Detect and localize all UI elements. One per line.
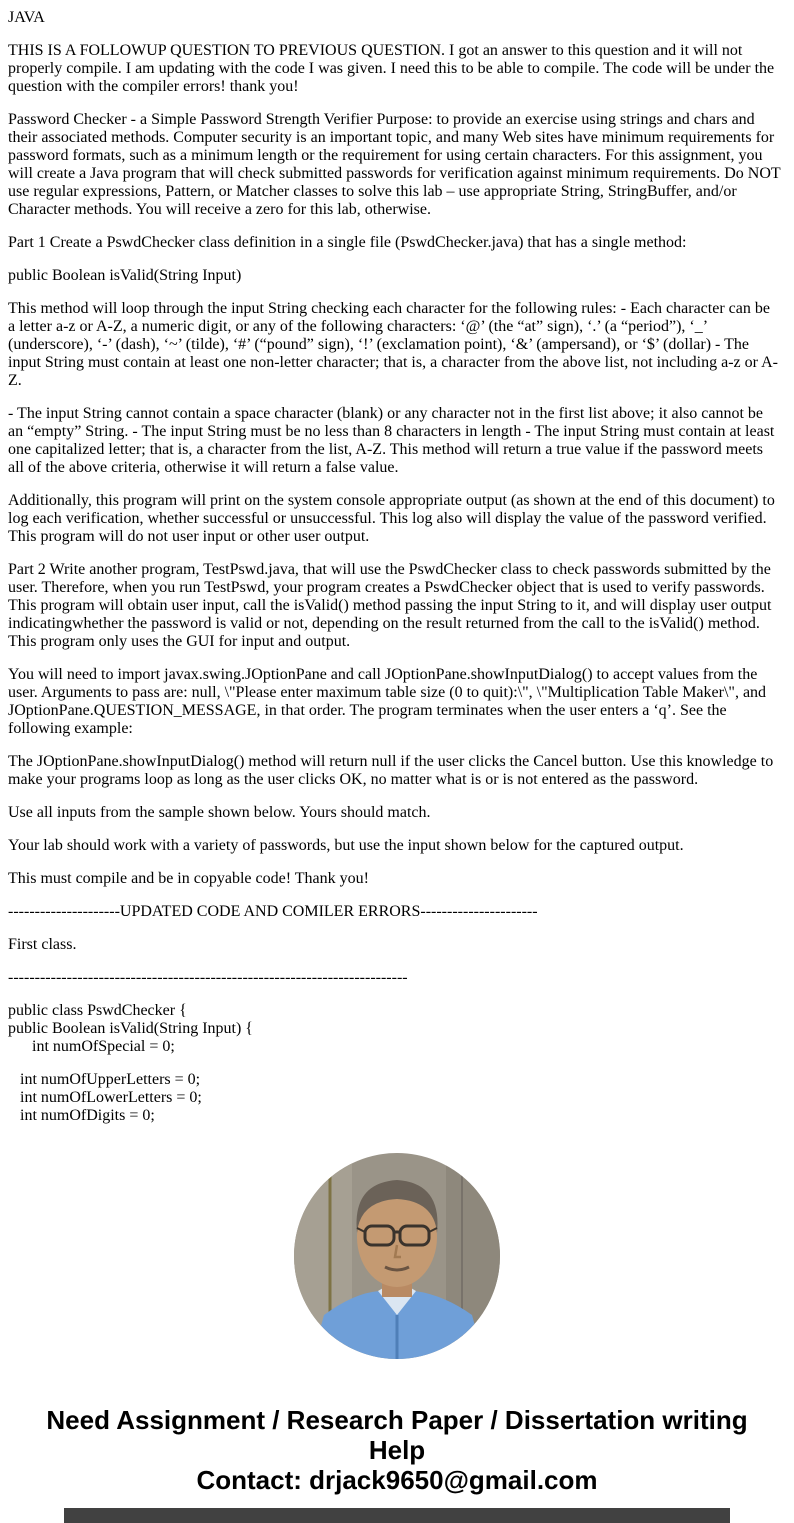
paragraph: Part 2 Write another program, TestPswd.java, that will use the PswdChecker class to check passwords submitted by the user. Therefore, when you run TestPswd, your program creates a PswdChecker object that is used to verify passwords. This program will obtain user input, call the isValid() method passing the input String to it, and will display user output indicatingwhether the password is valid or not, depending on the result returned from the call to the isValid() method. This program only uses the GUI for input and output.	[8, 561, 772, 650]
code-block-1	[8, 1002, 781, 1056]
footer-heading: Need Assignment / Research Paper / Dissertation writing Help	[46, 1405, 748, 1465]
paragraph: Additionally, this program will print on the system console appropriate output (as shown at the end of this document) to log each verification, whether successful or unsuccessful. This log also will display the value of the password verified. This program will do not user input or other user output.	[8, 492, 775, 545]
divider-updated-code: ---------------------UPDATED CODE AND COMILER ERRORS----------------------	[8, 903, 538, 920]
profile-photo-container	[0, 1153, 794, 1359]
footer-contact-email: Contact: drjack9650@gmail.com	[196, 1465, 598, 1495]
code-line: int numOfDigits = 0;	[8, 1107, 155, 1124]
code-line: int numOfLowerLetters = 0;	[8, 1089, 202, 1106]
paragraph: Your lab should work with a variety of passwords, but use the input shown below for the captured output.	[8, 837, 684, 854]
paragraph: This method will loop through the input String checking each character for the following rules: - Each character can be a letter a-z or A-Z, a numeric digit, or any of the following characters: ‘@’ (the “at” sign), ‘.’ (a “period”), ‘_’ (underscore), ‘-’ (dash), ‘~’ (tilde), ‘#’ (“pound” sign), ‘!’ (exclamation point), ‘&’ (ampersand), or ‘$’ (dollar) - The input String must contain at least one non-letter character; that is, a character from the above list, not including a-z or A-Z.	[8, 300, 778, 389]
code-line: int numOfSpecial = 0;	[8, 1038, 175, 1055]
paragraph: First class.	[8, 936, 77, 953]
code-line: int numOfUpperLetters = 0;	[8, 1071, 201, 1088]
paragraph: Use all inputs from the sample shown below. Yours should match.	[8, 804, 431, 821]
paragraph: Part 1 Create a PswdChecker class definition in a single file (PswdChecker.java) that has a single method:	[8, 234, 687, 251]
paragraph: THIS IS A FOLLOWUP QUESTION TO PREVIOUS QUESTION. I got an answer to this question and it will not properly compile. I am updating with the code I was given. I need this to be able to compile. The code will be under the question with the compiler errors! thank you!	[8, 42, 775, 95]
divider-line: ---------------------------------------------------------------------------	[8, 969, 408, 986]
paragraph: You will need to import javax.swing.JOptionPane and call JOptionPane.showInputDialog() to accept values from the user. Arguments to pass are: null, \"Please enter maximum table size (0 to quit):\", \"Multiplication Table Maker\", and JOptionPane.QUESTION_MESSAGE, in that order. The program terminates when the user enters a ‘q’. See the following example:	[8, 666, 767, 737]
profile-photo	[294, 1153, 500, 1359]
code-block-2	[8, 1071, 781, 1125]
paragraph: The JOptionPane.showInputDialog() method will return null if the user clicks the Cancel button. Use this knowledge to make your programs loop as long as the user clicks OK, no matter what is or is not entered as the password.	[8, 753, 774, 788]
code-line: public Boolean isValid(String Input) {	[8, 1020, 253, 1037]
code-line: public class PswdChecker {	[8, 1002, 187, 1019]
paragraph: - The input String cannot contain a space character (blank) or any character not in the first list above; it also cannot be an “empty” String. - The input String must be no less than 8 characters in length - The input String must contain at least one capitalized letter; that is, a character from the list, A-Z. This method will return a true value if the password meets all of the above criteria, otherwise it will return a false value.	[8, 405, 775, 476]
paragraph: Password Checker - a Simple Password Strength Verifier Purpose: to provide an exercise using strings and chars and their associated methods. Computer security is an important topic, and many Web sites have minimum requirements for password formats, such as a minimum length or the requirement for using certain characters. For this assignment, you will create a Java program that will check submitted passwords for verification against minimum requirements. Do NOT use regular expressions, Pattern, or Matcher classes to solve this lab – use appropriate String, StringBuffer, and/or Character methods. You will receive a zero for this lab, otherwise.	[8, 111, 781, 218]
bottom-bar	[64, 1508, 730, 1523]
page-title: JAVA	[8, 9, 45, 26]
footer-banner	[0, 1405, 794, 1495]
paragraph: This must compile and be in copyable code! Thank you!	[8, 870, 369, 887]
paragraph: public Boolean isValid(String Input)	[8, 267, 242, 284]
